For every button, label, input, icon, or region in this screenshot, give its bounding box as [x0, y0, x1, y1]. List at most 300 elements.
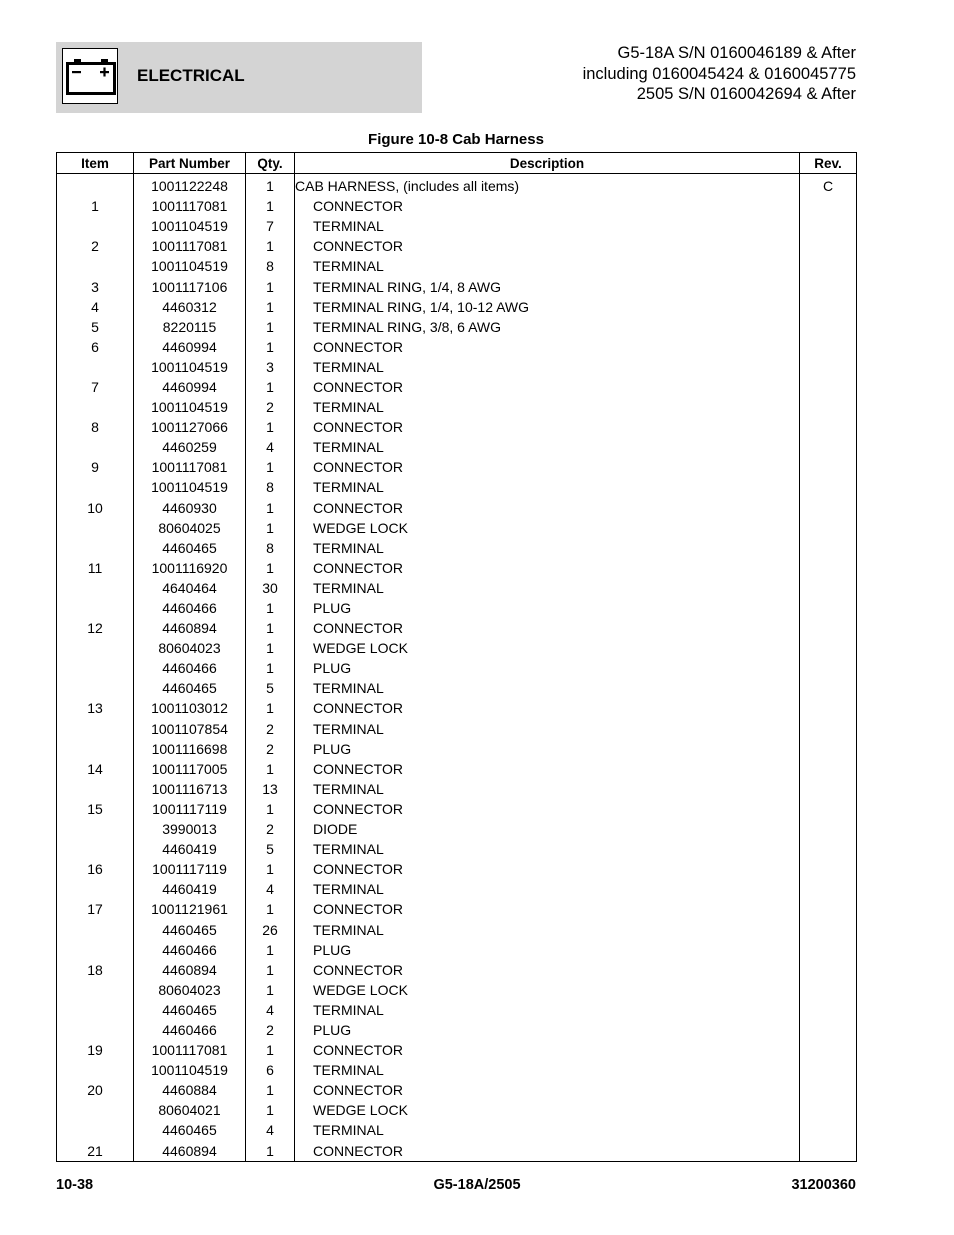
- cell-rev: [800, 698, 857, 718]
- cell-description: CONNECTOR: [295, 457, 800, 477]
- cell-item: [57, 779, 134, 799]
- table-row: [57, 1060, 857, 1080]
- cell-description: CONNECTOR: [295, 337, 800, 357]
- cell-rev: [800, 1060, 857, 1080]
- cell-rev: [800, 498, 857, 518]
- cell-rev: [800, 839, 857, 859]
- cell-description: TERMINAL: [295, 357, 800, 377]
- cell-item: [57, 437, 134, 457]
- table-row: [57, 216, 857, 236]
- table-row: [57, 799, 857, 819]
- cell-part-number: 1001104519: [134, 256, 246, 276]
- cell-item: [57, 1020, 134, 1040]
- cell-rev: [800, 879, 857, 899]
- cell-description: TERMINAL RING, 1/4, 8 AWG: [295, 276, 800, 296]
- table-row: [57, 397, 857, 417]
- cell-description: DIODE: [295, 819, 800, 839]
- model-line: including 0160045424 & 0160045775: [582, 64, 856, 83]
- cell-qty: 7: [246, 216, 295, 236]
- cell-item: [57, 1120, 134, 1140]
- cell-rev: [800, 638, 857, 658]
- cell-qty: 26: [246, 919, 295, 939]
- table-row: [57, 578, 857, 598]
- cell-part-number: 4460894: [134, 1141, 246, 1162]
- cell-qty: 1: [246, 658, 295, 678]
- cell-qty: 4: [246, 437, 295, 457]
- cell-description: CONNECTOR: [295, 558, 800, 578]
- cell-rev: [800, 739, 857, 759]
- battery-icon: [62, 48, 118, 104]
- cell-qty: 2: [246, 739, 295, 759]
- cell-rev: [800, 1141, 857, 1162]
- cell-rev: [800, 960, 857, 980]
- cell-part-number: 1001121961: [134, 899, 246, 919]
- cell-item: [57, 397, 134, 417]
- column-header-part-number: Part Number: [134, 153, 246, 174]
- cell-description: TERMINAL: [295, 1000, 800, 1020]
- cell-qty: 1: [246, 759, 295, 779]
- cell-rev: [800, 779, 857, 799]
- cell-description: TERMINAL: [295, 1120, 800, 1140]
- table-header-row: [57, 153, 857, 174]
- cell-description: CAB HARNESS, (includes all items): [295, 174, 800, 197]
- cell-item: 14: [57, 759, 134, 779]
- cell-description: CONNECTOR: [295, 417, 800, 437]
- cell-item: 2: [57, 236, 134, 256]
- cell-qty: 8: [246, 477, 295, 497]
- cell-part-number: 1001104519: [134, 216, 246, 236]
- cell-part-number: 4460419: [134, 879, 246, 899]
- cell-qty: 4: [246, 1000, 295, 1020]
- cell-item: 15: [57, 799, 134, 819]
- cell-item: [57, 578, 134, 598]
- cell-rev: [800, 980, 857, 1000]
- cell-description: TERMINAL: [295, 538, 800, 558]
- cell-part-number: 1001104519: [134, 477, 246, 497]
- cell-rev: [800, 940, 857, 960]
- table-row: [57, 1020, 857, 1040]
- cell-rev: [800, 256, 857, 276]
- cell-rev: [800, 859, 857, 879]
- cell-qty: 1: [246, 276, 295, 296]
- cell-part-number: 4460466: [134, 1020, 246, 1040]
- cell-part-number: 4460465: [134, 919, 246, 939]
- cell-description: CONNECTOR: [295, 498, 800, 518]
- cell-qty: 1: [246, 174, 295, 197]
- cell-item: 5: [57, 317, 134, 337]
- cell-qty: 1: [246, 417, 295, 437]
- cell-description: TERMINAL: [295, 216, 800, 236]
- cell-item: 8: [57, 417, 134, 437]
- cell-description: CONNECTOR: [295, 799, 800, 819]
- table-row: [57, 1000, 857, 1020]
- cell-qty: 1: [246, 598, 295, 618]
- cell-description: CONNECTOR: [295, 377, 800, 397]
- cell-part-number: 1001117081: [134, 236, 246, 256]
- column-header-rev: Rev.: [800, 153, 857, 174]
- page-number: 10-38: [56, 1177, 94, 1193]
- cell-rev: [800, 538, 857, 558]
- table-row: [57, 638, 857, 658]
- cell-part-number: 1001117081: [134, 196, 246, 216]
- cell-qty: 1: [246, 618, 295, 638]
- cell-rev: [800, 1100, 857, 1120]
- cell-part-number: 4460994: [134, 377, 246, 397]
- cell-description: TERMINAL: [295, 919, 800, 939]
- cell-item: 7: [57, 377, 134, 397]
- cell-qty: 1: [246, 960, 295, 980]
- table-row: [57, 417, 857, 437]
- table-row: [57, 558, 857, 578]
- cell-item: 18: [57, 960, 134, 980]
- cell-qty: 1: [246, 638, 295, 658]
- table-row: [57, 739, 857, 759]
- cell-qty: 1: [246, 518, 295, 538]
- section-title: ELECTRICAL: [137, 66, 245, 85]
- cell-qty: 1: [246, 1141, 295, 1162]
- cell-item: [57, 739, 134, 759]
- table-row: [57, 759, 857, 779]
- cell-item: [57, 879, 134, 899]
- cell-part-number: 4460466: [134, 658, 246, 678]
- cell-description: TERMINAL: [295, 779, 800, 799]
- cell-item: 21: [57, 1141, 134, 1162]
- table-row: [57, 940, 857, 960]
- cell-rev: [800, 578, 857, 598]
- cell-item: [57, 980, 134, 1000]
- table-row: [57, 174, 857, 197]
- cell-qty: 5: [246, 839, 295, 859]
- cell-qty: 2: [246, 397, 295, 417]
- cell-description: CONNECTOR: [295, 859, 800, 879]
- table-row: [57, 618, 857, 638]
- cell-item: 13: [57, 698, 134, 718]
- cell-rev: [800, 919, 857, 939]
- cell-item: 20: [57, 1080, 134, 1100]
- cell-qty: 30: [246, 578, 295, 598]
- cell-part-number: 1001117119: [134, 859, 246, 879]
- cell-rev: [800, 819, 857, 839]
- cell-description: TERMINAL: [295, 578, 800, 598]
- cell-description: WEDGE LOCK: [295, 518, 800, 538]
- table-row: [57, 859, 857, 879]
- cell-part-number: 4460312: [134, 297, 246, 317]
- cell-qty: 1: [246, 1040, 295, 1060]
- cell-rev: [800, 1000, 857, 1020]
- cell-part-number: 4460466: [134, 598, 246, 618]
- cell-rev: [800, 598, 857, 618]
- cell-description: TERMINAL RING, 3/8, 6 AWG: [295, 317, 800, 337]
- cell-item: [57, 477, 134, 497]
- table-row: [57, 196, 857, 216]
- cell-rev: [800, 276, 857, 296]
- cell-item: 4: [57, 297, 134, 317]
- cell-item: 16: [57, 859, 134, 879]
- cell-part-number: 4460465: [134, 1120, 246, 1140]
- table-row: [57, 1040, 857, 1060]
- column-header-qty: Qty.: [246, 153, 295, 174]
- table-row: [57, 598, 857, 618]
- cell-part-number: 4460465: [134, 678, 246, 698]
- footer-model: G5-18A/2505: [433, 1177, 521, 1193]
- cell-description: PLUG: [295, 940, 800, 960]
- cell-rev: [800, 618, 857, 638]
- cell-part-number: 1001117106: [134, 276, 246, 296]
- cell-rev: [800, 518, 857, 538]
- cell-part-number: 1001107854: [134, 719, 246, 739]
- cell-part-number: 4640464: [134, 578, 246, 598]
- cell-rev: [800, 1120, 857, 1140]
- cell-rev: [800, 1040, 857, 1060]
- table-row: [57, 276, 857, 296]
- cell-description: CONNECTOR: [295, 960, 800, 980]
- cell-description: PLUG: [295, 598, 800, 618]
- table-row: [57, 317, 857, 337]
- cell-part-number: 4460465: [134, 1000, 246, 1020]
- cell-rev: [800, 417, 857, 437]
- table-row: [57, 819, 857, 839]
- cell-rev: [800, 317, 857, 337]
- cell-item: [57, 174, 134, 197]
- parts-table-body: [57, 174, 857, 1162]
- table-row: [57, 437, 857, 457]
- cell-item: 11: [57, 558, 134, 578]
- cell-item: 3: [57, 276, 134, 296]
- cell-rev: [800, 216, 857, 236]
- cell-part-number: 4460466: [134, 940, 246, 960]
- cell-description: TERMINAL: [295, 397, 800, 417]
- cell-description: TERMINAL: [295, 879, 800, 899]
- cell-description: WEDGE LOCK: [295, 980, 800, 1000]
- cell-qty: 13: [246, 779, 295, 799]
- cell-qty: 4: [246, 1120, 295, 1140]
- table-row: [57, 236, 857, 256]
- cell-part-number: 4460884: [134, 1080, 246, 1100]
- cell-rev: [800, 899, 857, 919]
- document-number: 31200360: [791, 1177, 856, 1193]
- cell-part-number: 80604021: [134, 1100, 246, 1120]
- cell-rev: [800, 1080, 857, 1100]
- cell-rev: [800, 437, 857, 457]
- cell-item: 19: [57, 1040, 134, 1060]
- cell-qty: 1: [246, 1080, 295, 1100]
- cell-rev: [800, 337, 857, 357]
- cell-item: [57, 538, 134, 558]
- cell-qty: 5: [246, 678, 295, 698]
- cell-item: 1: [57, 196, 134, 216]
- cell-qty: 1: [246, 498, 295, 518]
- cell-description: PLUG: [295, 658, 800, 678]
- cell-item: 9: [57, 457, 134, 477]
- table-row: [57, 1100, 857, 1120]
- cell-part-number: 4460894: [134, 618, 246, 638]
- cell-qty: 1: [246, 377, 295, 397]
- cell-part-number: 1001117081: [134, 457, 246, 477]
- cell-qty: 1: [246, 980, 295, 1000]
- cell-qty: 1: [246, 558, 295, 578]
- cell-qty: 1: [246, 317, 295, 337]
- cell-rev: [800, 799, 857, 819]
- cell-item: [57, 839, 134, 859]
- cell-part-number: 3990013: [134, 819, 246, 839]
- cell-qty: 1: [246, 297, 295, 317]
- cell-description: TERMINAL: [295, 719, 800, 739]
- cell-rev: [800, 477, 857, 497]
- cell-part-number: 1001116920: [134, 558, 246, 578]
- cell-item: [57, 256, 134, 276]
- cell-description: CONNECTOR: [295, 618, 800, 638]
- cell-part-number: 4460465: [134, 538, 246, 558]
- table-row: [57, 377, 857, 397]
- cell-item: [57, 1100, 134, 1120]
- table-row: [57, 1080, 857, 1100]
- cell-rev: [800, 1020, 857, 1040]
- table-row: [57, 839, 857, 859]
- cell-qty: 2: [246, 1020, 295, 1040]
- table-row: [57, 1120, 857, 1140]
- cell-rev: [800, 658, 857, 678]
- table-row: [57, 297, 857, 317]
- table-row: [57, 658, 857, 678]
- cell-part-number: 4460994: [134, 337, 246, 357]
- cell-description: CONNECTOR: [295, 1080, 800, 1100]
- cell-rev: [800, 759, 857, 779]
- cell-rev: [800, 457, 857, 477]
- cell-part-number: 1001117119: [134, 799, 246, 819]
- cell-qty: 2: [246, 719, 295, 739]
- cell-part-number: 80604023: [134, 980, 246, 1000]
- cell-part-number: 1001104519: [134, 1060, 246, 1080]
- cell-rev: [800, 236, 857, 256]
- cell-description: PLUG: [295, 1020, 800, 1040]
- cell-item: [57, 719, 134, 739]
- cell-qty: 1: [246, 236, 295, 256]
- table-row: [57, 357, 857, 377]
- cell-item: [57, 819, 134, 839]
- cell-part-number: 1001122248: [134, 174, 246, 197]
- table-row: [57, 498, 857, 518]
- cell-qty: 8: [246, 538, 295, 558]
- table-row: [57, 337, 857, 357]
- cell-description: WEDGE LOCK: [295, 638, 800, 658]
- cell-description: CONNECTOR: [295, 196, 800, 216]
- cell-part-number: 1001116713: [134, 779, 246, 799]
- cell-description: TERMINAL: [295, 477, 800, 497]
- cell-part-number: 1001104519: [134, 357, 246, 377]
- cell-description: TERMINAL: [295, 678, 800, 698]
- cell-description: TERMINAL RING, 1/4, 10-12 AWG: [295, 297, 800, 317]
- cell-part-number: 1001104519: [134, 397, 246, 417]
- cell-rev: [800, 297, 857, 317]
- cell-item: [57, 678, 134, 698]
- cell-part-number: 80604023: [134, 638, 246, 658]
- cell-item: [57, 658, 134, 678]
- parts-table: [56, 152, 857, 1162]
- table-row: [57, 457, 857, 477]
- cell-description: CONNECTOR: [295, 759, 800, 779]
- table-row: [57, 779, 857, 799]
- cell-qty: 1: [246, 899, 295, 919]
- cell-description: CONNECTOR: [295, 236, 800, 256]
- cell-rev: [800, 377, 857, 397]
- cell-qty: 1: [246, 799, 295, 819]
- cell-part-number: 1001117081: [134, 1040, 246, 1060]
- cell-part-number: 80604025: [134, 518, 246, 538]
- cell-qty: 1: [246, 940, 295, 960]
- table-row: [57, 879, 857, 899]
- cell-description: CONNECTOR: [295, 1141, 800, 1162]
- cell-rev: [800, 678, 857, 698]
- cell-part-number: 1001127066: [134, 417, 246, 437]
- cell-description: PLUG: [295, 739, 800, 759]
- model-line: G5-18A S/N 0160046189 & After: [617, 44, 856, 62]
- cell-qty: 6: [246, 1060, 295, 1080]
- cell-rev: [800, 357, 857, 377]
- model-applicability: [583, 43, 856, 105]
- cell-item: 17: [57, 899, 134, 919]
- cell-rev: [800, 719, 857, 739]
- cell-part-number: 4460930: [134, 498, 246, 518]
- cell-qty: 2: [246, 819, 295, 839]
- cell-description: TERMINAL: [295, 437, 800, 457]
- cell-item: [57, 940, 134, 960]
- cell-part-number: 1001116698: [134, 739, 246, 759]
- column-header-item: Item: [57, 153, 134, 174]
- table-row: [57, 1141, 857, 1162]
- model-line: 2505 S/N 0160042694 & After: [636, 85, 856, 103]
- table-row: [57, 678, 857, 698]
- cell-rev: [800, 558, 857, 578]
- table-row: [57, 477, 857, 497]
- table-row: [57, 518, 857, 538]
- figure-title: Figure 10-8 Cab Harness: [368, 131, 544, 148]
- cell-qty: 4: [246, 879, 295, 899]
- cell-item: 6: [57, 337, 134, 357]
- cell-qty: 1: [246, 859, 295, 879]
- table-row: [57, 980, 857, 1000]
- cell-description: CONNECTOR: [295, 698, 800, 718]
- table-row: [57, 960, 857, 980]
- table-row: [57, 698, 857, 718]
- cell-item: [57, 357, 134, 377]
- cell-qty: 1: [246, 337, 295, 357]
- cell-description: TERMINAL: [295, 839, 800, 859]
- cell-qty: 1: [246, 1100, 295, 1120]
- cell-description: TERMINAL: [295, 1060, 800, 1080]
- cell-rev: [800, 397, 857, 417]
- cell-part-number: 4460894: [134, 960, 246, 980]
- cell-qty: 8: [246, 256, 295, 276]
- cell-item: [57, 1000, 134, 1020]
- table-row: [57, 256, 857, 276]
- cell-description: TERMINAL: [295, 256, 800, 276]
- cell-description: CONNECTOR: [295, 1040, 800, 1060]
- cell-rev: [800, 196, 857, 216]
- cell-item: [57, 598, 134, 618]
- table-row: [57, 719, 857, 739]
- cell-part-number: 4460419: [134, 839, 246, 859]
- cell-item: 10: [57, 498, 134, 518]
- cell-qty: 1: [246, 698, 295, 718]
- table-row: [57, 538, 857, 558]
- cell-rev: C: [800, 174, 857, 197]
- cell-item: 12: [57, 618, 134, 638]
- cell-item: [57, 638, 134, 658]
- cell-item: [57, 518, 134, 538]
- cell-item: [57, 216, 134, 236]
- cell-qty: 1: [246, 457, 295, 477]
- column-header-description: Description: [295, 153, 800, 174]
